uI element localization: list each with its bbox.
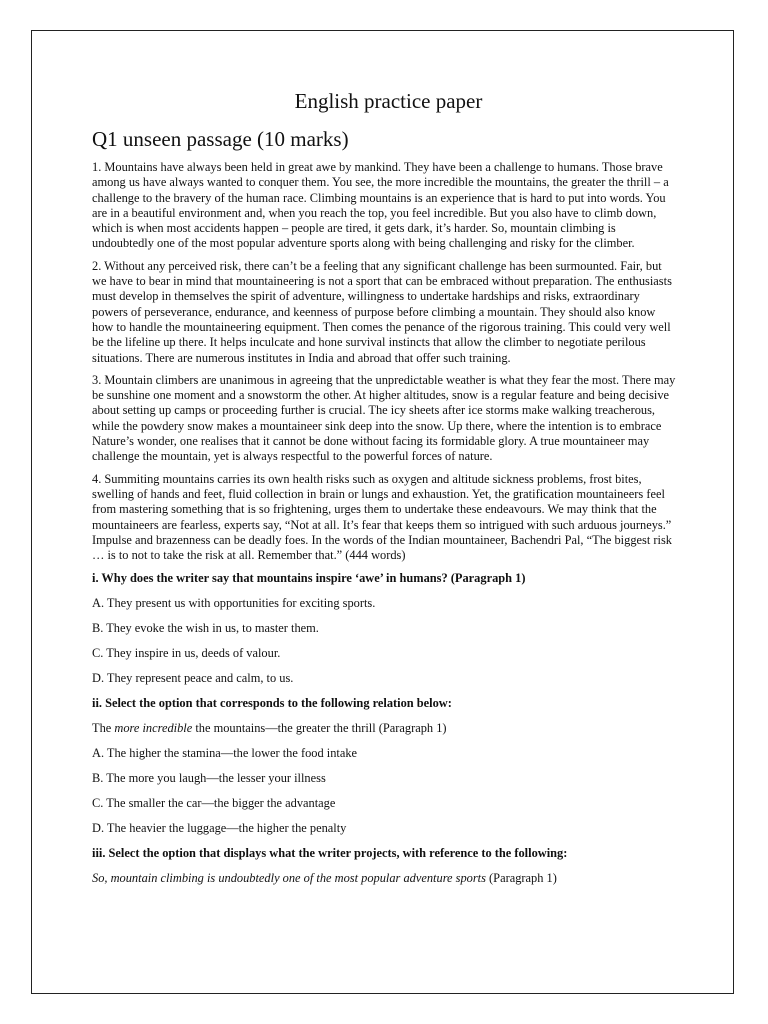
document-body xyxy=(92,88,677,896)
question-3-reference xyxy=(92,871,677,886)
reference-italic: So, mountain climbing is undoubtedly one of the most popular adventure sports xyxy=(92,871,486,886)
question-3: iii. Select the option that displays what the writer projects, with reference to the following: xyxy=(92,846,568,861)
section-title: Q1 unseen passage (10 marks) xyxy=(92,127,349,151)
question-2-option-a: A. The higher the stamina—the lower the food intake xyxy=(92,746,358,761)
question-1: i. Why does the writer say that mountains inspire ‘awe’ in humans? (Paragraph 1) xyxy=(92,571,526,586)
question-2-option-b: B. The more you laugh—the lesser your illness xyxy=(92,771,326,786)
relation-prefix: The xyxy=(92,721,115,736)
question-1-option-a: A. They present us with opportunities for exciting sports. xyxy=(92,596,376,611)
question-2-option-d: D. The heavier the luggage—the higher the penalty xyxy=(92,821,347,836)
reference-suffix: (Paragraph 1) xyxy=(485,871,557,886)
question-1-option-c: C. They inspire in us, deeds of valour. xyxy=(92,646,281,661)
question-2-relation xyxy=(92,721,677,736)
question-2: ii. Select the option that corresponds to the following relation below: xyxy=(92,696,452,711)
document-title: English practice paper xyxy=(294,89,483,113)
question-1-option-d: D. They represent peace and calm, to us. xyxy=(92,671,294,686)
passage-paragraph-4: 4. Summiting mountains carries its own health risks such as oxygen and altitude sickness problems, frost bites, swelling of hands and feet, fluid collection in brain or lungs and exhaustion. Yet, the gratification mountaineers feel from mastering something that is so frightening, urges them to undertake these endeavours. We may think that the mountaineers are fearless, experts say, “Not at all. It’s fear that keeps them so intrigued with such arduous journeys.” Impulse and brazenness can be deadly foes. In the words of the Indian mountaineer, Bachendri Pal, “The biggest risk … is to not to take the risk at all. Remember that.” (444 words) xyxy=(92,471,672,563)
question-2-option-c: C. The smaller the car—the bigger the advantage xyxy=(92,796,336,811)
passage-paragraph-3: 3. Mountain climbers are unanimous in agreeing that the unpredictable weather is what they fear the most. There may be sunshine one moment and a snowstorm the other. At higher altitudes, snow is a regular feature and being decisive about setting up camps or proceeding further is crucial. The icy sheets after ice storms make walking treacherous, while the powdery snow makes a mountaineer sink deep into the snow. Up there, where the intention is to embrace Nature’s wonder, one realises that it cannot be done without facing its formidable glory. A true mountaineer may challenge the mountain, yet is always respectful to the powerful forces of nature. xyxy=(92,372,676,464)
relation-italic: more incredible xyxy=(114,721,193,736)
question-1-option-b: B. They evoke the wish in us, to master them. xyxy=(92,621,319,636)
passage-paragraph-1: 1. Mountains have always been held in great awe by mankind. They have been a challenge to humans. Those brave among us have always wanted to conquer them. You see, the more incredible the mountains, the greater the thrill – a challenge to the bravery of the human race. Climbing mountains is an experience that is hard to put into words. You are in a beautiful environment and, when you reach the top, you feel incredible. But you also have to climb down, which is when most accidents happen – people are tired, it gets dark, it’s harder. So, mountain climbing is undoubtedly one of the most popular adventure sports along with being challenging and risky for the climber. xyxy=(92,160,669,251)
relation-suffix: the mountains—the greater the thrill (Paragraph 1) xyxy=(192,721,447,736)
passage-paragraph-2: 2. Without any perceived risk, there can’t be a feeling that any significant challenge has been surmounted. Fair, but we have to bear in mind that mountaineering is not a sport that can be embraced without preparation. The enthusiasts must develop in themselves the spirit of adventure, willingness to undertake hardships and risks, extraordinary powers of perseverance, endurance, and keenness of purpose before climbing a mountain. They should also know how to handle the mountaineering equipment. Then comes the penance of the rigorous training. This could very well be the lifeline up there. It helps inculcate and hone survival instincts that allow the climber to negotiate perilous situations. There are numerous institutes in India and abroad that offer such training. xyxy=(92,258,672,365)
